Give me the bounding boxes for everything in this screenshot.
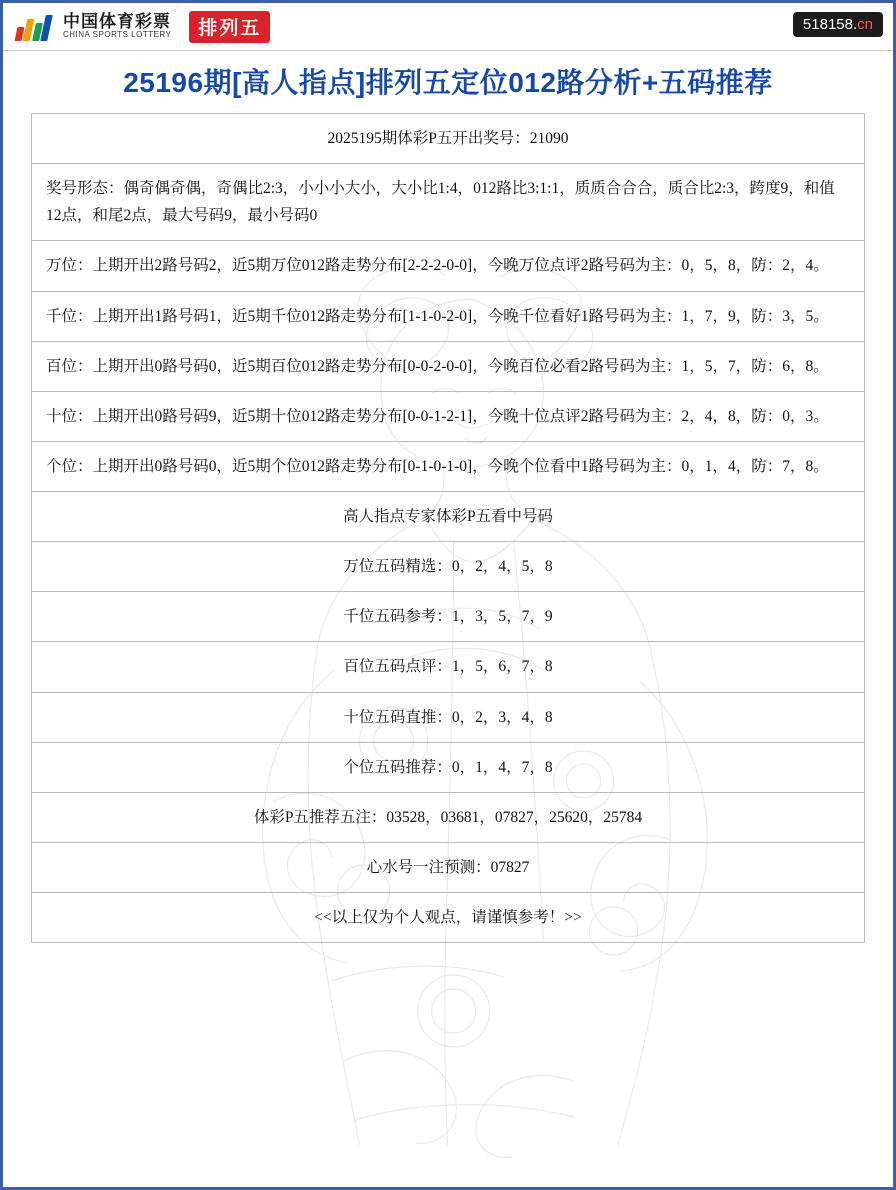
table-row	[32, 341, 865, 391]
pick-shi-cell: 十位五码直推：0，2，3，4，8	[32, 692, 865, 742]
site-domain-tld: cn	[857, 16, 873, 33]
table-row	[32, 391, 865, 441]
table-row	[32, 692, 865, 742]
table-row	[32, 291, 865, 341]
site-header	[3, 3, 893, 51]
draw-header-cell: 2025195期体彩P五开出奖号：21090	[32, 114, 865, 164]
site-domain-badge	[793, 12, 883, 37]
content-area	[31, 113, 865, 943]
brand-name-cn: 中国体育彩票	[63, 12, 171, 32]
table-row	[32, 742, 865, 792]
table-row	[32, 542, 865, 592]
brand-name-en: CHINA SPORTS LOTTERY	[63, 30, 172, 40]
position-qian-cell: 千位：上期开出1路号码1，近5期千位012路走势分布[1-1-0-2-0]，今晚千位看好1路号码为主：1，7，9，防：3，5。	[32, 291, 865, 341]
disclaimer-cell: <<以上仅为个人观点，请谨慎参考！>>	[32, 893, 865, 943]
pick-ge-cell: 个位五码推荐：0，1，4，7，8	[32, 742, 865, 792]
site-domain-text: 518158.	[802, 16, 858, 33]
section-title-cell: 高人指点专家体彩P五看中号码	[32, 492, 865, 542]
table-row	[32, 114, 865, 164]
single-prediction-cell: 心水号一注预测：07827	[32, 842, 865, 892]
pick-qian-cell: 千位五码参考：1，3，5，7，9	[32, 592, 865, 642]
brand-text	[63, 13, 171, 39]
recommended-tickets-cell: 体彩P五推荐五注：03528，03681，07827，25620，25784	[32, 792, 865, 842]
game-badge: 排列五	[189, 11, 270, 43]
position-bai-cell: 百位：上期开出0路号码0，近5期百位012路走势分布[0-0-2-0-0]，今晚百位必看2路号码为主：1，5，7，防：6，8。	[32, 341, 865, 391]
table-row	[32, 441, 865, 491]
table-row	[32, 492, 865, 542]
table-row	[32, 642, 865, 692]
page-title: 25196期[高人指点]排列五定位012路分析+五码推荐	[123, 67, 773, 98]
position-ge-cell: 个位：上期开出0路号码0，近5期个位012路走势分布[0-1-0-1-0]，今晚个位看中1路号码为主：0，1，4，防：7，8。	[32, 441, 865, 491]
table-row	[32, 893, 865, 943]
sports-lottery-icon	[13, 10, 55, 44]
table-row	[32, 842, 865, 892]
pick-wan-cell: 万位五码精选：0，2，4，5，8	[32, 542, 865, 592]
table-row	[32, 164, 865, 241]
shape-analysis-cell: 奖号形态：偶奇偶奇偶，奇偶比2:3，小小小大小，大小比1:4，012路比3:1:1，质质合合合，质合比2:3，跨度9，和值12点，和尾2点，最大号码9，最小号码0	[32, 164, 865, 241]
pick-bai-cell: 百位五码点评：1，5，6，7，8	[32, 642, 865, 692]
position-wan-cell: 万位：上期开出2路号码2，近5期万位012路走势分布[2-2-2-0-0]，今晚万位点评2路号码为主：0，5，8，防：2，4。	[32, 241, 865, 291]
table-row	[32, 792, 865, 842]
table-row	[32, 592, 865, 642]
analysis-table	[31, 113, 865, 943]
brand-logo	[13, 10, 270, 44]
position-shi-cell: 十位：上期开出0路号码9，近5期十位012路走势分布[0-0-1-2-1]，今晚十位点评2路号码为主：2，4，8，防：0，3。	[32, 391, 865, 441]
table-row	[32, 241, 865, 291]
